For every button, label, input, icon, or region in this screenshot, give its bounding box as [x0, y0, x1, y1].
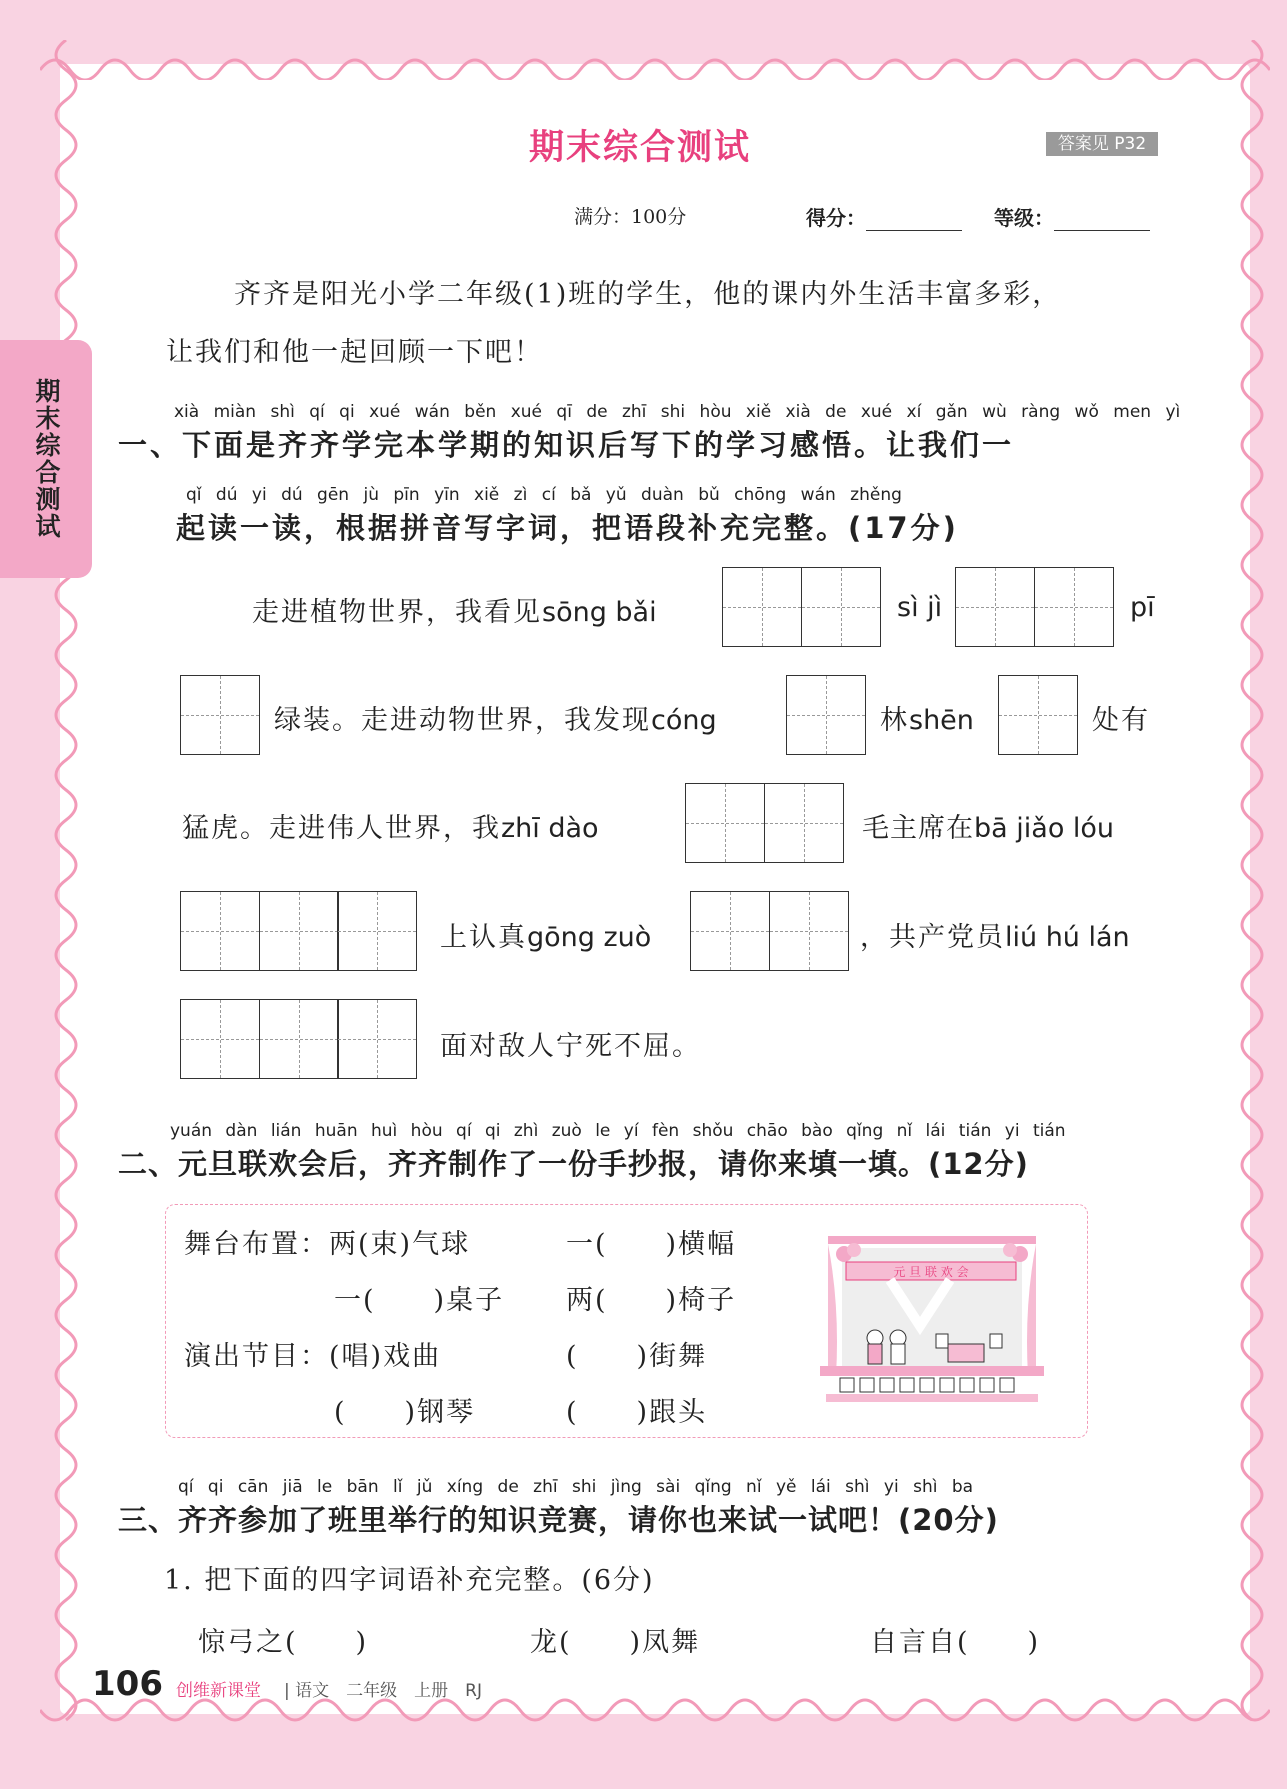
writing-cell[interactable] — [722, 567, 802, 647]
q2-stage-decor-balloons: 舞台布置：两(束)气球 — [184, 1229, 471, 1260]
q1-text-3b: 毛主席在bā jiǎo lóu — [862, 813, 1115, 844]
answer-grid-si-ji[interactable] — [955, 567, 1114, 647]
wavy-border-right — [1234, 40, 1274, 1740]
q3-pinyin: qí qi cān jiā le bān lǐ jǔ xíng de zhī shi jìng sài qǐng nǐ yě lái shì yi shì ba — [178, 1477, 974, 1497]
q2-somersault-blank[interactable]: ( )跟头 — [566, 1397, 708, 1428]
grade-label: 等级： — [994, 206, 1054, 230]
writing-cell[interactable] — [764, 783, 844, 863]
writing-cell[interactable] — [259, 999, 339, 1079]
writing-cell[interactable] — [180, 999, 260, 1079]
writing-cell[interactable] — [1034, 567, 1114, 647]
writing-cell[interactable] — [180, 675, 260, 755]
q2-banner-blank[interactable]: 一( )横幅 — [566, 1229, 737, 1260]
pinyin-zhi-dao: zhī dào — [501, 813, 599, 844]
wavy-border-bottom — [40, 1698, 1270, 1738]
idiom-blank-2[interactable]: 龙( )凤舞 — [530, 1627, 701, 1658]
pinyin-gong-zuo: gōng zuò — [527, 922, 652, 953]
paper-page — [60, 64, 1250, 1714]
writing-cell[interactable] — [180, 891, 260, 971]
pinyin-pi: pī — [1130, 592, 1155, 623]
wavy-border-left — [46, 40, 86, 1740]
q1-text-3a: 猛虎。走进伟人世界，我zhī dào — [182, 813, 599, 844]
writing-cell[interactable] — [685, 783, 765, 863]
answer-reference-badge: 答案见 P32 — [1046, 132, 1158, 156]
q1-text-2c: 处有 — [1092, 705, 1150, 736]
q2-street-dance-blank[interactable]: ( )街舞 — [566, 1341, 708, 1372]
answer-grid-pi[interactable] — [180, 675, 260, 755]
footer-book-info: | 语文 二年级 上册 RJ — [284, 1681, 482, 1701]
new-year-party-stage-illustration — [820, 1226, 1044, 1406]
idiom-blank-1[interactable]: 惊弓之( ) — [198, 1627, 369, 1658]
wavy-border-top — [40, 40, 1270, 80]
q1-text-4b: ，共产党员liú hú lán — [860, 922, 1130, 953]
page-number: 106 — [92, 1664, 163, 1704]
pinyin-si-ji: sì jì — [897, 592, 943, 623]
intro-line-2: 让我们和他一起回顾一下吧！ — [166, 337, 543, 368]
answer-grid-ba-jiao-lou[interactable] — [180, 891, 417, 971]
pinyin-cong: cóng — [651, 705, 717, 736]
q3-title: 三、齐齐参加了班里举行的知识竞赛，请你也来试一试吧！(20分) — [118, 1503, 999, 1537]
answer-grid-cong[interactable] — [786, 675, 866, 755]
q2-chair-blank[interactable]: 两( )椅子 — [566, 1285, 737, 1316]
writing-cell[interactable] — [769, 891, 849, 971]
q1-text-5a: 面对敌人宁死不屈。 — [440, 1031, 701, 1062]
q1-text-2a: 绿装。走进动物世界，我发现cóng — [274, 705, 717, 736]
q2-table-blank[interactable]: 一( )桌子 — [334, 1285, 505, 1316]
q2-pinyin: yuán dàn lián huān huì hòu qí qi zhì zuò le yí fèn shǒu chāo bào qǐng nǐ lái tián yi tián — [170, 1121, 1066, 1141]
score-blank[interactable] — [866, 208, 962, 231]
stage-banner-text: 元 旦 联 欢 会 — [893, 1265, 969, 1279]
score-label: 得分： — [806, 206, 866, 230]
answer-grid-shen[interactable] — [998, 675, 1078, 755]
q1-text-4a: 上认真gōng zuò — [440, 922, 652, 953]
score-field — [806, 202, 962, 231]
answer-grid-liu-hu-lan[interactable] — [180, 999, 417, 1079]
grade-field — [994, 202, 1150, 231]
writing-cell[interactable] — [955, 567, 1035, 647]
page-title: 期末综合测试 — [528, 128, 751, 168]
grade-blank[interactable] — [1054, 208, 1150, 231]
pinyin-song-bai: sōng bǎi — [542, 597, 657, 628]
writing-cell[interactable] — [786, 675, 866, 755]
pinyin-liu-hu-lan: liú hú lán — [1005, 922, 1130, 953]
writing-cell[interactable] — [337, 891, 417, 971]
q2-program-opera: 演出节目：(唱)戏曲 — [184, 1341, 442, 1372]
q1-title-line-1: 一、下面是齐齐学完本学期的知识后写下的学习感悟。让我们一 — [118, 428, 1015, 462]
intro-line-1: 齐齐是阳光小学二年级(1)班的学生，他的课内外生活丰富多彩， — [234, 279, 1062, 310]
footer-brand: 创维新课堂 — [176, 1681, 261, 1701]
q1-pinyin-line-2: qǐ dú yi dú gēn jù pīn yīn xiě zì cí bǎ yǔ duàn bǔ chōng wán zhěng — [186, 485, 902, 505]
answer-grid-gong-zuo[interactable] — [690, 891, 849, 971]
q1-pinyin-line-1: xià miàn shì qí qi xué wán běn xué qī de zhī shi hòu xiě xià de xué xí gǎn wù ràng wǒ men yì — [174, 402, 1181, 422]
writing-cell[interactable] — [337, 999, 417, 1079]
writing-cell[interactable] — [690, 891, 770, 971]
q3-subquestion-1: 1. 把下面的四字词语补充完整。(6分) — [164, 1565, 655, 1596]
q2-title: 二、元旦联欢会后，齐齐制作了一份手抄报，请你来填一填。(12分) — [118, 1147, 1029, 1181]
writing-cell[interactable] — [801, 567, 881, 647]
pinyin-shen: shēn — [909, 705, 974, 736]
answer-grid-zhi-dao[interactable] — [685, 783, 844, 863]
answer-grid-song-bai[interactable] — [722, 567, 881, 647]
q1-title-line-2: 起读一读，根据拼音写字词，把语段补充完整。(17分) — [176, 511, 959, 545]
pinyin-ba-jiao-lou: bā jiǎo lóu — [974, 813, 1115, 844]
idiom-blank-3[interactable]: 自言自( ) — [870, 1627, 1041, 1658]
q1-text-1a: 走进植物世界，我看见sōng bǎi — [252, 597, 657, 628]
writing-cell[interactable] — [259, 891, 339, 971]
writing-cell[interactable] — [998, 675, 1078, 755]
q2-piano-blank[interactable]: ( )钢琴 — [334, 1397, 476, 1428]
full-mark: 满分：100分 — [574, 206, 687, 228]
side-chapter-tab — [0, 340, 92, 578]
side-tab-label: 期末综合测试 — [32, 378, 61, 540]
q1-text-2b: 林shēn — [880, 705, 974, 736]
